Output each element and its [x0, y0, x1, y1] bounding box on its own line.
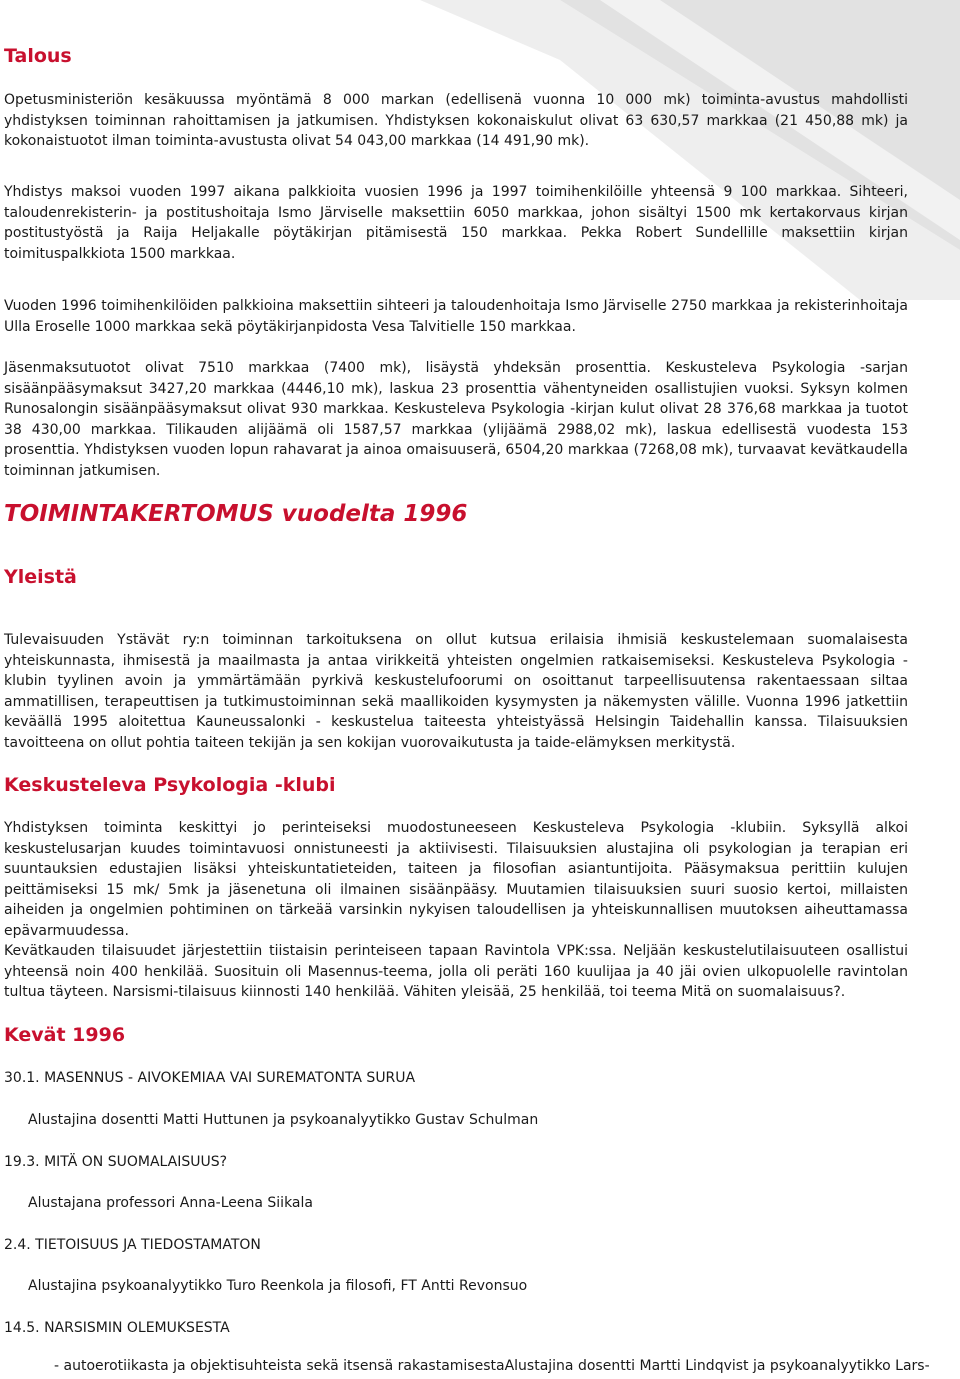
klubi-paragraph-2: Kevätkauden tilaisuudet järjestettiin tiistaisin perinteiseen tapaan Ravintola VPK:ssa. Neljään keskustelutilaisuuteen osallistui yhteensä noin 400 henkilää. Suosituin oli Masennus-teema, jolla oli peräti 160 kuulijaa ja 40 jäi ovien ulkopuolelle ravintolan tultua täyteen. Narsismi-tilaisuus kiinnosti 140 henkilää. Vähiten yleisää, 25 henkilää, toi teema Mitä on suomalaisuus?. — [4, 943, 908, 1001]
event-title: 30.1. MASENNUS - AIVOKEMIAA VAI SUREMATONTA SURUA — [4, 1070, 416, 1086]
event-description: - autoerotiikasta ja objektisuhteista sekä itsensä rakastamisestaAlustajina dosentti Martti Lindqvist ja psykoanalyytikko Lars- — [54, 1358, 930, 1374]
klubi-paragraph-1: Yhdistyksen toiminta keskittyi jo perinteiseksi muodostuneeseen Keskusteleva Psykologia -klubiin. Syksyllä alkoi keskustelusarjan kuudes toimintavuosi onnistuneesti ja aktiivisesti. Tilaisuuksien alustajina oli psykologian ja terapian eri suuntauksien edustajien lisäksi yhteiskuntatieteiden, taiteen ja filosofian asiantuntijoita. Pääsymaksua perittiin kulujen peittämiseksi 15 mk/ 5mk ja jäsenetuna oli ilmainen sisäänpääsy. Muutamien tilaisuuksien suuri suosio kertoi, millaisten aiheiden ja ongelmien pohtiminen on tärkeää varsinkin nykyisen taloudellisen ja yhteiskunnallisen muutoksen aiheuttamassa epävarmuudessa. — [4, 820, 908, 939]
event-title: 14.5. NARSISMIN OLEMUKSESTA — [4, 1320, 230, 1336]
heading-klubi: Keskusteleva Psykologia -klubi — [4, 774, 336, 796]
heading-yleista: Yleistä — [4, 566, 77, 588]
event-title: 2.4. TIETOISUUS JA TIEDOSTAMATON — [4, 1237, 261, 1253]
event-description: Alustajina psykoanalyytikko Turo Reenkola ja filosofi, FT Antti Revonsuo — [28, 1278, 528, 1294]
talous-paragraph-3: Vuoden 1996 toimihenkilöiden palkkioina maksettiin sihteeri ja taloudenhoitaja Ismo Järviselle 2750 markkaa ja rekisterinhoitaja Ulla Eroselle 1000 markkaa sekä pöytäkirjanpidosta Vesa Talvitielle 150 markkaa. — [4, 298, 908, 335]
event-title: 19.3. MITÄ ON SUOMALAISUUS? — [4, 1154, 228, 1170]
talous-paragraph-4: Jäsenmaksutuotot olivat 7510 markkaa (7400 mk), lisäystä yhdeksän prosenttia. Keskusteleva Psykologia -sarjan sisäänpääsymaksut 3427,20 markkaa (4446,10 mk), laskua 23 prosenttia vähentyneiden osallistujien vuoksi. Syksyn kolmen Runosalongin sisäänpääsymaksut olivat 930 markkaa. Keskusteleva Psykologia -kirjan kulut olivat 28 376,68 markkaa ja tuotot 38 430,00 markkaa. Tilikauden alijäämä oli 1587,57 markkaa (ylijäämä 2988,02 mk), laskua edellisestä vuodesta 153 prosenttia. Yhdistyksen vuoden lopun rahavarat ja ainoa omaisuuserä, 6504,20 markkaa (7268,08 mk), turvaavat kevätkaudella toiminnan jatkumisen. — [4, 360, 908, 479]
event-description: Alustajina dosentti Matti Huttunen ja psykoanalyytikko Gustav Schulman — [28, 1112, 539, 1128]
talous-paragraph-2: Yhdistys maksoi vuoden 1997 aikana palkkioita vuosien 1996 ja 1997 toimihenkilöille yhteensä 9 100 markkaa. Sihteeri, taloudenrekisterin- ja postitushoitaja Ismo Järviselle maksettiin 6050 markkaa, johon sisältyi 1500 mk kertakorvaus kirjan postitustyöstä ja Raija Heljakalle pöytäkirjan pitämisestä 150 markkaa. Pekka Robert Sundellille maksettiin kirjan toimituspalkkiota 1500 markkaa. — [4, 184, 908, 262]
talous-paragraph-1: Opetusministeriön kesäkuussa myöntämä 8 000 markan (edellisenä vuonna 10 000 mk) toiminta-avustus mahdollisti yhdistyksen toiminnan rahoittamisen ja jatkumisen. Yhdistyksen kokonaiskulut olivat 63 630,57 markkaa (21 450,88 mk) ja kokonaistuotot ilman toiminta-avustusta olivat 54 043,00 markkaa (14 491,90 mk). — [4, 92, 908, 150]
event-description: Alustajana professori Anna-Leena Siikala — [28, 1195, 313, 1211]
heading-talous: Talous — [4, 45, 72, 67]
heading-kevat: Kevät 1996 — [4, 1024, 126, 1046]
yleista-paragraph-1: Tulevaisuuden Ystävät ry:n toiminnan tarkoituksena on ollut kutsua erilaisia ihmisiä keskustelemaan suomalaisesta yhteiskunnasta, ihmisestä ja maailmasta ja antaa virikkeitä yhteisten ongelmien ratkaisemiseksi. Keskusteleva Psykologia -klubin tyylinen avoin ja ymmärtämään pyrkivä keskustelufoorumi on osoittanut tarpeellisuutensa rakentaessaan siltaa ammatillisen, terapeuttisen ja tutkimustoiminnan sekä maallikoiden kysymysten ja näkemysten välille. Vuonna 1996 jatkettiin keväällä 1995 aloitettua Kauneussalonki - keskustelua taiteesta yhteistyässä Helsingin Taidehallin kanssa. Tilaisuuksien tavoitteena on ollut pohtia taiteen tekijän ja sen kokijan vuorovaikutusta ja taide-elämyksen merkitystä. — [4, 632, 908, 751]
heading-toimintakertomus: TOIMINTAKERTOMUS vuodelta 1996 — [4, 501, 468, 527]
